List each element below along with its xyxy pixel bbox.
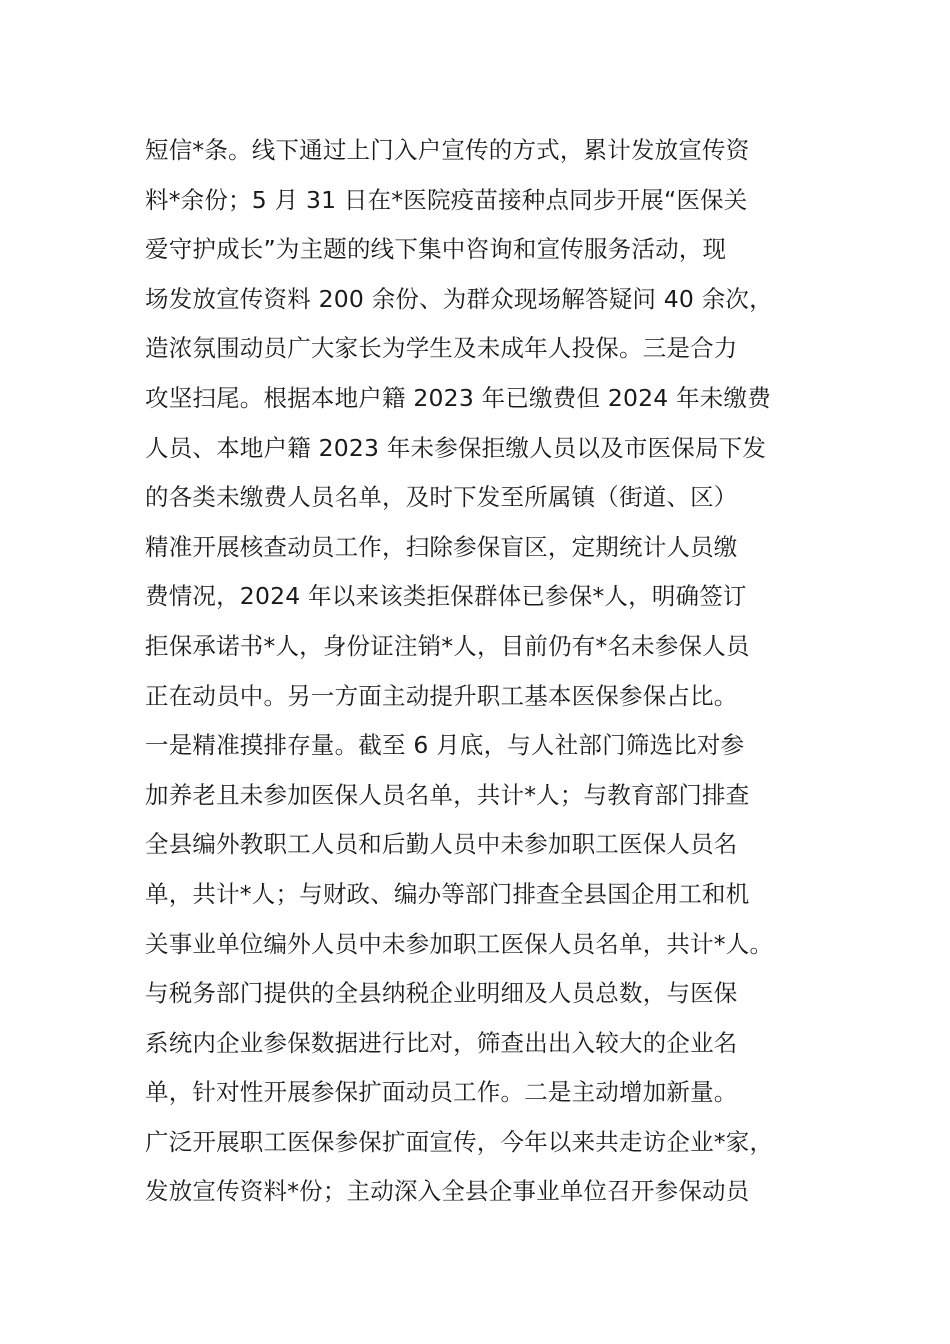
text-line: 与税务部门提供的全县纳税企业明细及人员总数，与医保: [145, 979, 738, 1008]
text-line: 单，针对性开展参保扩面动员工作。二是主动增加新量。: [145, 1078, 738, 1107]
text-line: 全县编外教职工人员和后勤人员中未参加职工医保人员名: [145, 830, 738, 859]
text-line: 单，共计*人；与财政、编办等部门排查全县国企用工和机: [145, 879, 750, 908]
text-line: 关事业单位编外人员中未参加职工医保人员名单，共计*人。: [145, 929, 774, 958]
text-line: 短信*条。线下通过上门入户宣传的方式，累计发放宣传资: [145, 136, 750, 164]
text-line: 精准开展核查动员工作，扫除参保盲区，定期统计人员缴: [145, 532, 738, 561]
text-line: 场发放宣传资料 200 余份、为群众现场解答疑问 40 余次，: [145, 284, 773, 313]
text-line: 系统内企业参保数据进行比对，筛查出出入较大的企业名: [145, 1028, 738, 1057]
body-paragraph: [145, 126, 845, 1217]
text-line: 加养老且未参加医保人员名单，共计*人；与教育部门排查: [145, 780, 750, 809]
text-line: 发放宣传资料*份；主动深入全县企事业单位召开参保动员: [145, 1177, 750, 1206]
text-line: 爱守护成长”为主题的线下集中咨询和宣传服务活动，现: [145, 235, 727, 264]
text-line: 造浓氛围动员广大家长为学生及未成年人投保。三是合力: [145, 334, 738, 363]
text-line: 人员、本地户籍 2023 年未参保拒缴人员以及市医保局下发: [145, 433, 767, 462]
text-line: 拒保承诺书*人，身份证注销*人，目前仍有*名未参保人员: [145, 631, 750, 660]
text-line: 攻坚扫尾。根据本地户籍 2023 年已缴费但 2024 年未缴费: [145, 383, 771, 412]
text-line: 广泛开展职工医保参保扩面宣传，今年以来共走访企业*家，: [145, 1127, 774, 1156]
text-line: 一是精准摸排存量。截至 6 月底，与人社部门筛选比对参: [145, 731, 745, 760]
text-line: 的各类未缴费人员名单，及时下发至所属镇（街道、区）: [145, 483, 738, 512]
text-line: 料*余份；5 月 31 日在*医院疫苗接种点同步开展“医保关: [145, 185, 748, 214]
text-line: 正在动员中。另一方面主动提升职工基本医保参保占比。: [145, 681, 738, 710]
text-line: 费情况，2024 年以来该类拒保群体已参保*人，明确签订: [145, 582, 747, 611]
